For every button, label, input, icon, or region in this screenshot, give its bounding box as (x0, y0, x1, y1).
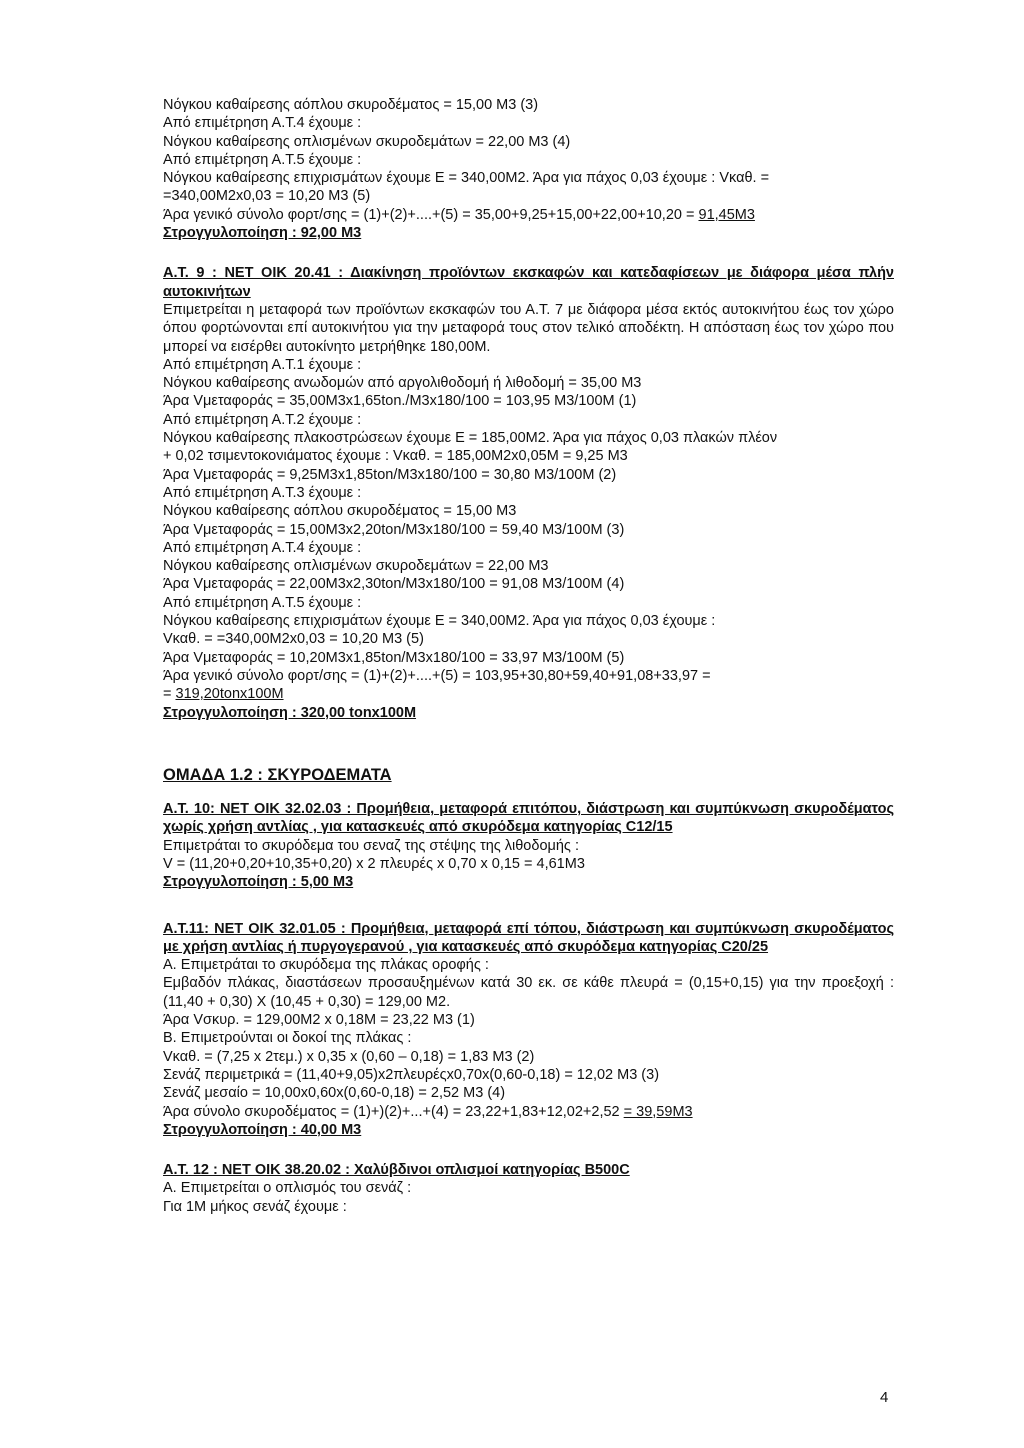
text-line: Άρα Vμεταφοράς = 22,00Μ3x2,30ton/M3x180/100 = 91,08 Μ3/100Μ (4) (163, 576, 625, 593)
article-heading: Α.Τ.11: ΝΕΤ ΟΙΚ 32.01.05 : Προμήθεια, μεταφορά επί τόπου, διάστρωση και συμπύκνωση σκυροδέματος με χρήση αντλίας ή πυργογερανού , για κατασκευές από σκυρόδεμα κατηγορίας C20/25 (163, 920, 894, 955)
spacer (163, 784, 894, 800)
rounding-line: Στρογγυλοποίηση : 40,00 Μ3 (163, 1121, 362, 1138)
text-line: Άρα Vμεταφοράς = 15,00Μ3x2,20ton/M3x180/100 = 59,40 Μ3/100Μ (3) (163, 521, 625, 538)
rounding-line: Στρογγυλοποίηση : 92,00 Μ3 (163, 225, 362, 242)
spacer (163, 892, 894, 920)
text-line: Σενάζ μεσαίο = 10,00x0,60x(0,60-0,18) = 2,52 Μ3 (4) (163, 1085, 506, 1102)
text-line: Άρα Vμεταφοράς = 35,00Μ3x1,65ton./M3x180/100 = 103,95 Μ3/100Μ (1) (163, 393, 637, 410)
text-line: Νόγκου καθαίρεσης πλακοστρώσεων έχουμε Ε = 185,00Μ2. Άρα για πάχος 0,03 πλακών πλέον (163, 430, 778, 447)
underlined-total: 319,20tonx100M (175, 686, 284, 703)
spacer (163, 722, 894, 750)
text-line: Από επιμέτρηση Α.Τ.3 έχουμε : (163, 484, 362, 501)
text-line: V = (11,20+0,20+10,35+0,20) x 2 πλευρές x 0,70 x 0,15 = 4,61Μ3 (163, 855, 585, 872)
text-line: Νόγκου καθαίρεσης επιχρισμάτων έχουμε Ε = 340,00Μ2. Άρα για πάχος 0,03 έχουμε : Vκαθ. = (163, 170, 770, 187)
text-line: Νόγκου καθαίρεσης αόπλου σκυροδέματος = 15,00 Μ3 (163, 503, 517, 520)
spacer (163, 750, 894, 766)
spacer (163, 1139, 894, 1161)
text-line: Από επιμέτρηση Α.Τ.4 έχουμε : (163, 115, 362, 132)
underlined-total: = 39,59Μ3 (623, 1103, 693, 1120)
document-body (163, 96, 894, 1216)
text-line: Άρα Vμεταφοράς = 9,25Μ3x1,85ton/M3x180/100 = 30,80 Μ3/100Μ (2) (163, 466, 617, 483)
text-fragment: = (163, 686, 176, 703)
text-line: Νόγκου καθαίρεσης ανωδομών από αργολιθοδομή ή λιθοδομή = 35,00 Μ3 (163, 375, 642, 392)
text-line: Νόγκου καθαίρεσης οπλισμένων σκυροδεμάτων = 22,00 Μ3 (163, 558, 549, 575)
paragraph: Επιμετρείται η μεταφορά των προϊόντων εκσκαφών του Α.Τ. 7 με διάφορα μέσα εκτός αυτοκινήτου έως τον χώρο όπου φορτώνονται επί αυτοκινήτου για την μεταφορά τους στον τελικό αποδέκτη. Η απόσταση έως τον χώρο που μπορεί να εισέρθει αυτοκίνητο μετρήθηκε 180,00Μ. (163, 301, 894, 355)
underlined-total: 91,45Μ3 (698, 206, 755, 223)
text-line: Άρα Vμεταφοράς = 10,20Μ3x1,85ton/M3x180/100 = 33,97 Μ3/100Μ (5) (163, 649, 625, 666)
text-line (163, 206, 894, 224)
text-line: Από επιμέτρηση Α.Τ.5 έχουμε : (163, 594, 362, 611)
spacer (163, 242, 894, 264)
text-line: Για 1Μ μήκος σενάζ έχουμε : (163, 1198, 347, 1215)
text-line: Σενάζ περιμετρικά = (11,40+9,05)x2πλευρέςx0,70x(0,60-0,18) = 12,02 Μ3 (3) (163, 1066, 660, 1083)
text-line (163, 685, 894, 703)
text-line: Vκαθ. = (7,25 x 2τεμ.) x 0,35 x (0,60 – 0,18) = 1,83 Μ3 (2) (163, 1048, 535, 1065)
text-fragment: Άρα σύνολο σκυροδέματος = (1)+)(2)+...+(4) = 23,22+1,83+12,02+2,52 (163, 1103, 624, 1120)
text-line: Vκαθ. = =340,00Μ2x0,03 = 10,20 Μ3 (5) (163, 631, 424, 648)
article-heading: Α.Τ. 10: ΝΕΤ ΟΙΚ 32.02.03 : Προμήθεια, μεταφορά επιτόπου, διάστρωση και συμπύκνωση σκυροδέματος χωρίς χρήση αντλίας , για κατασκευές από σκυρόδεμα κατηγορίας C12/15 (163, 801, 894, 836)
text-line: Επιμετράται το σκυρόδεμα του σεναζ της στέψης της λιθοδομής : (163, 837, 579, 854)
page-number: 4 (880, 1389, 889, 1406)
text-line: Α. Επιμετρείται ο οπλισμός του σενάζ : (163, 1180, 412, 1197)
article-heading: Α.Τ. 9 : ΝΕΤ ΟΙΚ 20.41 : Διακίνηση προϊόντων εκσκαφών και κατεδαφίσεων με διάφορα μέσα πλήν αυτοκινήτων (163, 265, 894, 300)
text-line: =340,00Μ2x0,03 = 10,20 Μ3 (5) (163, 188, 371, 205)
text-line: Νόγκου καθαίρεσης αόπλου σκυροδέματος = 15,00 Μ3 (3) (163, 97, 539, 113)
text-line: Άρα γενικό σύνολο φορτ/σης = (1)+(2)+....+(5) = 103,95+30,80+59,40+91,08+33,97 = (163, 667, 711, 684)
text-line (163, 1103, 894, 1121)
group-title: ΟΜΑΔΑ 1.2 : ΣΚΥΡΟΔΕΜΑΤΑ (163, 765, 392, 784)
text-line: Α. Επιμετράται το σκυρόδεμα της πλάκας οροφής : (163, 957, 489, 974)
text-line: Από επιμέτρηση Α.Τ.4 έχουμε : (163, 539, 362, 556)
text-line: Από επιμέτρηση Α.Τ.5 έχουμε : (163, 151, 362, 168)
text-line: Β. Επιμετρούνται οι δοκοί της πλάκας : (163, 1030, 412, 1047)
text-fragment: Άρα γενικό σύνολο φορτ/σης = (1)+(2)+....+(5) = 35,00+9,25+15,00+22,00+10,20 = (163, 206, 699, 223)
rounding-line: Στρογγυλοποίηση : 5,00 Μ3 (163, 874, 354, 891)
text-line: + 0,02 τσιμεντοκονιάματος έχουμε : Vκαθ. = 185,00Μ2x0,05Μ = 9,25 Μ3 (163, 448, 628, 465)
text-line: Νόγκου καθαίρεσης επιχρισμάτων έχουμε Ε = 340,00Μ2. Άρα για πάχος 0,03 έχουμε : (163, 613, 716, 630)
text-line: Από επιμέτρηση Α.Τ.2 έχουμε : (163, 411, 362, 428)
text-line: Νόγκου καθαίρεσης οπλισμένων σκυροδεμάτων = 22,00 Μ3 (4) (163, 133, 571, 150)
text-line: Άρα Vσκυρ. = 129,00Μ2 x 0,18Μ = 23,22 Μ3 (1) (163, 1012, 475, 1029)
article-heading: Α.Τ. 12 : ΝΕΤ ΟΙΚ 38.20.02 : Χαλύβδινοι οπλισμοί κατηγορίας Β500C (163, 1162, 630, 1179)
text-line: Από επιμέτρηση Α.Τ.1 έχουμε : (163, 356, 362, 373)
rounding-line: Στρογγυλοποίηση : 320,00 tonx100M (163, 704, 417, 721)
paragraph: Εμβαδόν πλάκας, διαστάσεων προσαυξημένων κατά 30 εκ. σε κάθε πλευρά = (0,15+0,15) για την προεξοχή : (11,40 + 0,30) Χ (10,45 + 0,30) = 129,00 Μ2. (163, 975, 894, 1010)
